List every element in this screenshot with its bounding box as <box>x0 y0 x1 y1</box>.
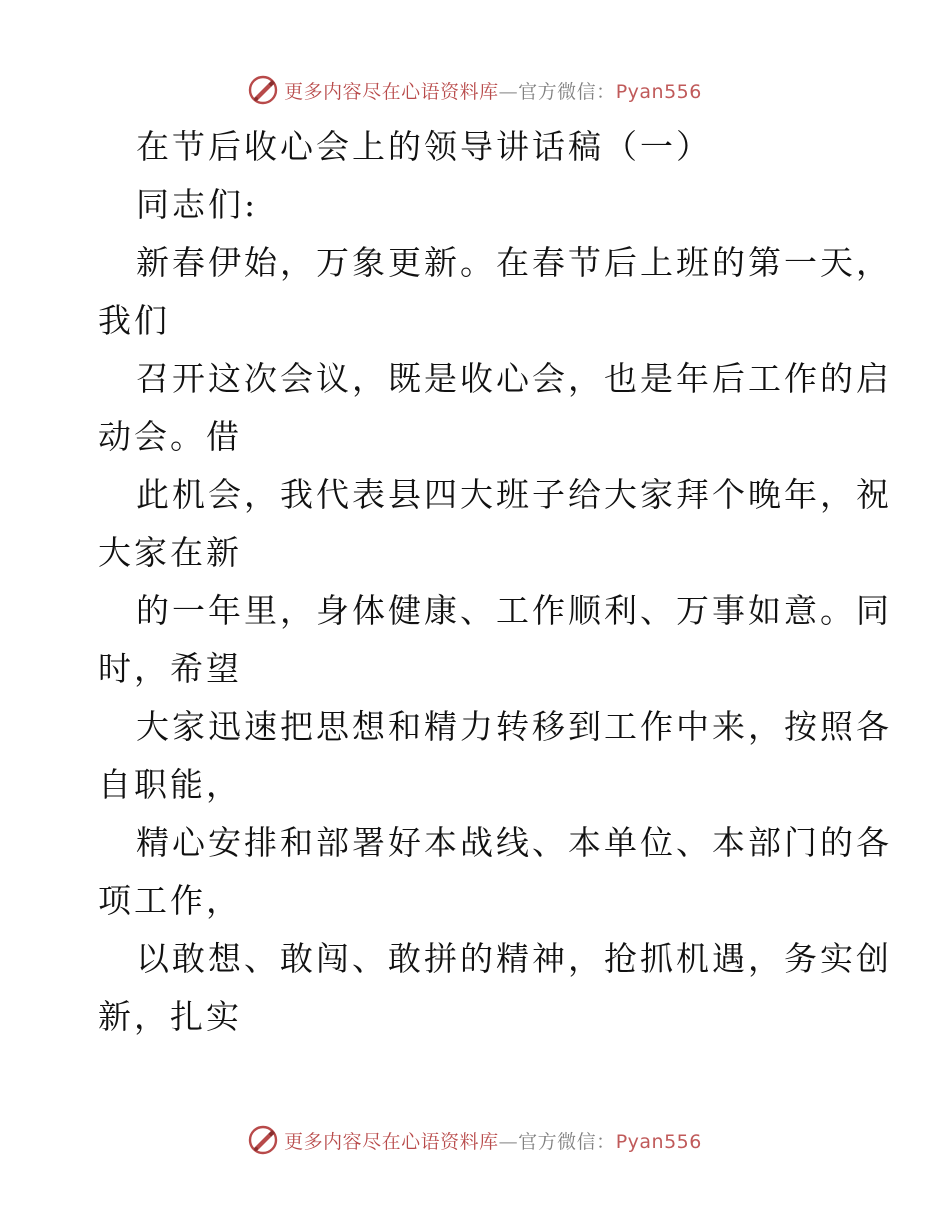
body-text-line: 新春伊始，万象更新。在春节后上班的第一天， <box>136 243 892 282</box>
header-watermark <box>0 70 950 110</box>
body-text-line: 新，扎实 <box>98 997 242 1036</box>
body-text-line: 的一年里，身体健康、工作顺利、万事如意。同 <box>136 591 892 630</box>
body-text-line: 大家在新 <box>98 533 242 572</box>
watermark-label: 官方微信： <box>518 1130 616 1153</box>
watermark-text <box>284 1127 702 1154</box>
watermark-id: Pyan556 <box>615 80 702 103</box>
watermark-brand: 更多内容尽在心语资料库 <box>284 80 499 103</box>
body-text-line: 自职能， <box>98 765 242 804</box>
body-text-line: 此机会，我代表县四大班子给大家拜个晚年，祝 <box>136 475 892 514</box>
body-text-line: 以敢想、敢闯、敢拼的精神，抢抓机遇，务实创 <box>136 939 892 978</box>
document-title: 在节后收心会上的领导讲话稿（一） <box>136 127 712 166</box>
watermark-label: 官方微信： <box>518 80 616 103</box>
body-text-line: 大家迅速把思想和精力转移到工作中来，按照各 <box>136 707 892 746</box>
body-text-line: 项工作， <box>98 881 242 920</box>
salutation: 同志们: <box>136 185 259 224</box>
watermark-id: Pyan556 <box>615 1130 702 1153</box>
body-text-line: 时，希望 <box>98 649 242 688</box>
body-text-line: 精心安排和部署好本战线、本单位、本部门的各 <box>136 823 892 862</box>
watermark-separator: — <box>498 1130 519 1153</box>
red-pen-logo-icon <box>248 75 278 105</box>
document-body <box>98 118 892 1046</box>
watermark-text <box>284 77 702 104</box>
body-text-line: 召开这次会议，既是收心会，也是年后工作的启 <box>136 359 892 398</box>
body-text-line: 我们 <box>98 301 170 340</box>
watermark-brand: 更多内容尽在心语资料库 <box>284 1130 499 1153</box>
watermark-separator: — <box>498 80 519 103</box>
body-text-line: 动会。借 <box>98 417 242 456</box>
footer-watermark <box>0 1120 950 1160</box>
red-pen-logo-icon <box>248 1125 278 1155</box>
